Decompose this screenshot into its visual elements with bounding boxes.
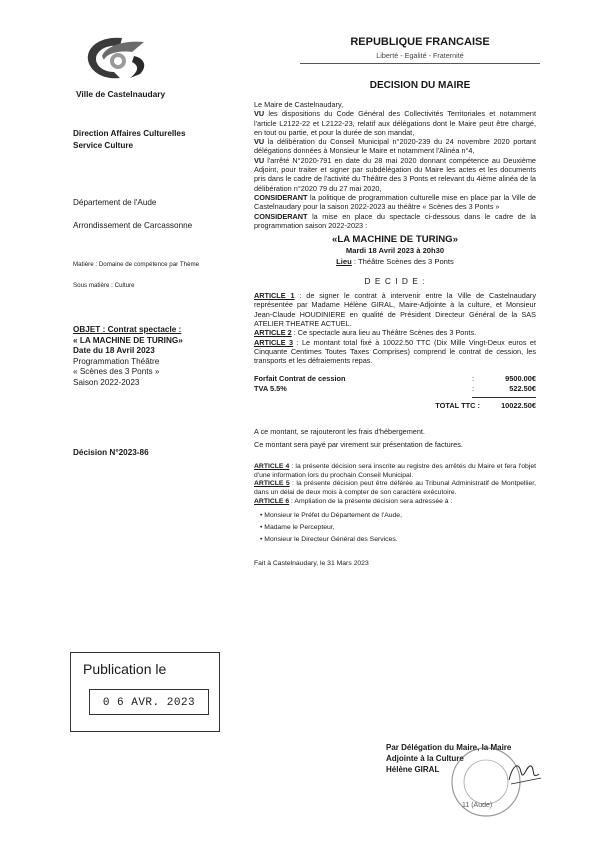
decision-body [254, 100, 536, 567]
city-logo [74, 32, 164, 88]
sous-matiere-label: Sous matière : Culture [73, 282, 135, 289]
matiere-label: Matière : Domaine de compétence par Thème [73, 261, 200, 268]
decision-title: DECISION DU MAIRE [369, 80, 471, 91]
objet-line-3: Date du 18 Avril 2023 [73, 346, 155, 355]
stamp-label: Publication le [83, 661, 167, 677]
logo-swirl-icon [74, 32, 164, 88]
article-4: ARTICLE 4 : la présente décision sera inscrite au registre des arrêtés du Maire et fera l'objet d'une information lors du prochain Conseil Municipal. [254, 463, 537, 479]
header-rule [300, 63, 540, 64]
arrondissement-label: Arrondissement de Carcassonne [73, 221, 193, 230]
departement-label: Département de l'Aude [73, 198, 157, 207]
recipient-item: • Madame le Percepteur, [260, 524, 335, 532]
tva-sep: : [471, 383, 474, 393]
amount-total-row [254, 401, 536, 411]
amount-forfait-row [254, 374, 536, 384]
stamp-date-box [89, 689, 209, 715]
seal-text: 11 (Aude) [462, 802, 493, 809]
total-label: TOTAL TTC : [435, 400, 480, 410]
article-1: ARTICLE 1 : de signer le contrat à intervenir entre la Ville de Castelnaudary représentée par Madame Hélène GIRAL, Maire-Adjointe à la culture, et Monsieur Jean-Claude HOUDINIERE en qualité de Président Directeur Général de la SAS ATELIER THEATRE ACTUEL. [254, 291, 536, 329]
republic-title: REPUBLIQUE FRANCAISE [350, 36, 490, 48]
signature-line-1: Par Délégation du Maire, la Maire [386, 743, 512, 752]
preamble-vu-2: VU la délibération du Conseil Municipal n°2020-239 du 24 novembre 2020 portant délégations données à Monsieur le Maire et notamment l'Alinéa n°4, [254, 137, 537, 156]
forfait-label: Forfait Contrat de cession [254, 373, 346, 383]
publication-stamp [70, 652, 220, 732]
direction-label: Direction Affaires Culturelles [73, 129, 186, 138]
article-5: ARTICLE 5 : la présente décision peut être déférée au Tribunal Administratif de Montpellier, dans un délai de deux mois à compter de son caractère exécutoire. [254, 480, 537, 496]
preamble-considerant-1: CONSIDERANT la politique de programmation culturelle mise en place par la Ville de Castelnaudary pour la saison 2022-2023 au théâtre « Scènes des 3 Ponts » [254, 192, 536, 212]
tva-label: TVA 5.5% [254, 383, 287, 393]
objet-block [73, 325, 243, 388]
show-lieu: Lieu : Théâtre Scènes des 3 Ponts [336, 257, 454, 267]
handwritten-signature [505, 758, 545, 788]
article-2: ARTICLE 2 : Ce spectacle aura lieu au Théâtre Scènes des 3 Ponts. [254, 328, 477, 338]
note-lodging: A ce montant, se rajouteront les frais d'hébergement. [254, 426, 425, 436]
preamble-vu-3: VU l'arrêté N°2020-791 en date du 28 mai 2020 donnant compétence au Deuxième Adjoint, pour traiter et signer par subdélégation du Maire les actes et les documents pris dans le cadre de l'activité du Théâtre des 3 Ponts et relevant du 4ième alinéa de la délibération n°2020 79 du 27 mai 2020, [254, 155, 536, 193]
decision-number: Décision N°2023-86 [73, 448, 149, 457]
total-value: 10022.50€ [501, 400, 536, 410]
tva-value: 522.50€ [509, 383, 536, 393]
show-title: «LA MACHINE DE TURING» [332, 234, 458, 246]
recipient-list [254, 510, 536, 546]
stamp-date: 0 6 AVR. 2023 [102, 697, 196, 709]
city-name: Ville de Castelnaudary [76, 89, 166, 99]
preamble-intro: Le Maire de Castelnaudary, [254, 100, 344, 109]
amount-table [254, 374, 536, 411]
preamble-vu-1: VU les dispositions du Code Général des Collectivités Territoriales et notamment l'article L2122-22 et L2122-23, relatif aux délégations dont le Maire peut être chargé, en tout ou partie, et pour la durée de son mandat, [254, 109, 536, 137]
signature-line-3: Hélène GIRAL [386, 765, 440, 774]
service-label: Service Culture [73, 141, 134, 150]
forfait-sep: : [471, 373, 474, 383]
signature-line-2: Adjointe à la Culture [386, 754, 464, 763]
note-payment: Ce montant sera payé par virement sur présentation de factures. [254, 439, 463, 449]
forfait-value: 9500.00€ [505, 373, 536, 383]
objet-line-6: Saison 2022-2023 [73, 377, 140, 387]
article-6: ARTICLE 6 : Ampliation de la présente décision sera adressée à : [254, 497, 453, 505]
objet-line-1: OBJET : Contrat spectacle : [73, 325, 182, 334]
recipient-item: • Monsieur le Directeur Général des Services. [260, 536, 398, 544]
amount-rule [472, 397, 536, 398]
done-at: Fait à Castelnaudary, le 31 Mars 2023 [254, 560, 369, 568]
recipient-item: • Monsieur le Préfet du Département de l'Aude, [260, 512, 402, 520]
objet-line-5: « Scènes des 3 Ponts » [73, 367, 160, 376]
show-date: Mardi 18 Avril 2023 à 20h30 [345, 246, 445, 256]
decide-heading: D E C I D E : [364, 276, 426, 287]
article-3: ARTICLE 3 : Le montant total fixé à 10022.50 TTC (Dix Mille Vingt-Deux euros et Cinquante Centimes Toutes Taxes Comprises) comprend le contrat de cession, les transports et les défraiements repas. [254, 337, 536, 366]
preamble-considerant-2: CONSIDERANT la mise en place du spectacle ci-dessous dans le cadre de la programmation saison 2022-2023 : [254, 211, 536, 230]
objet-line-2: « LA MACHINE DE TURING» [73, 335, 183, 345]
signature-scribble-icon [505, 758, 545, 788]
amount-tva-row [254, 384, 536, 394]
objet-line-4: Programmation Théâtre [73, 356, 160, 366]
republic-motto: Liberté - Egalité - Fraternité [376, 51, 464, 60]
